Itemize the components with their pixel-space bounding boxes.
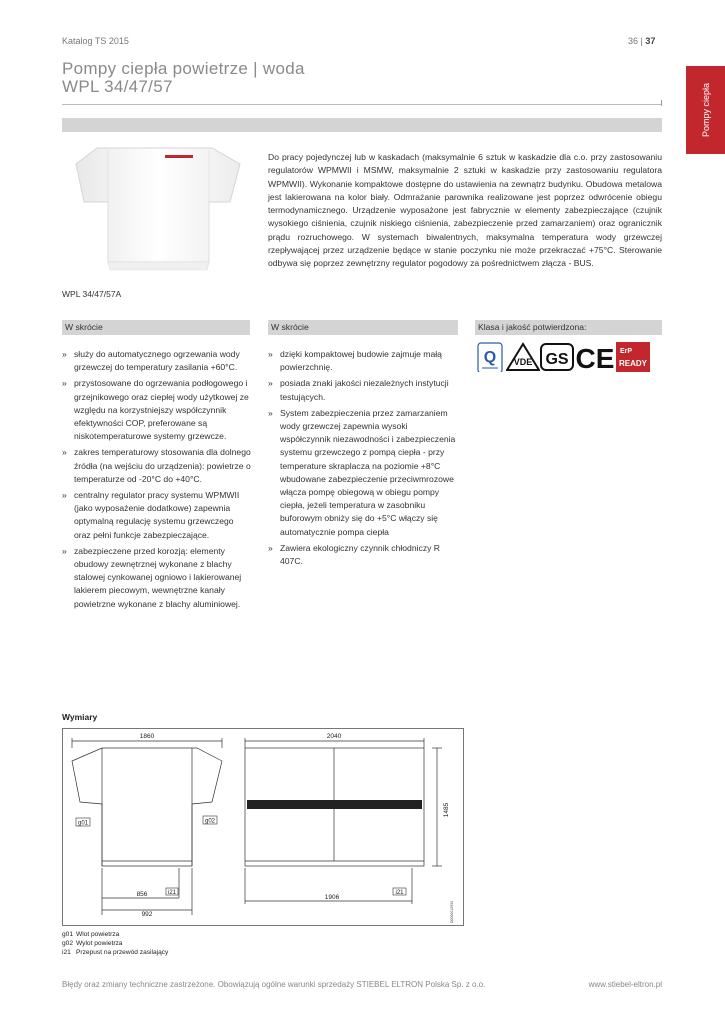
page-numbers (628, 36, 655, 46)
erp-ready-mark-icon (616, 342, 650, 372)
col1-heading: W skrócie (62, 320, 250, 335)
dim-width-side: 2040 (326, 733, 342, 740)
list-item: » centralny regulator pracy systemu WPMWII (jako wyposażenie dodatkowe) zapewnia optymalną regulację systemu grzewczego oraz pełni funkcje zabezpieczające. (62, 489, 252, 542)
title-line-1: Pompy ciepła powietrze | woda (62, 59, 305, 78)
dimension-legend (62, 930, 168, 957)
legend-text: Przepust na przewód zasilający (76, 949, 169, 956)
label-i21-side: i21 (395, 890, 404, 896)
erp-mark-text: ErP (620, 348, 633, 355)
intro-text: Do pracy pojedynczej lub w kaskadach (maksymalnie 6 sztuk w kaskadzie dla c.o. przy zastosowaniu regulatorów WPMWII i MSMW, maksymalnie 2 sztuki w kaskadzie przy zastosowaniu regulatora WPMWII). Wykonanie kompaktowe dostępne do ustawienia na zewnątrz budynku. Obudowa metalowa jest lakierowana na kolor biały. Odmrażanie parownika realizowane jest poprzez odwrócenie obiegu termodynamicznego. Urządzenie wyposażone jest fabrycznie w elementy zabezpieczające (czujnik wysokiego ciśnienia, czujnik niskiego ciśnienia, zabezpieczenie przed zamarzaniem) oraz ogranicznik prądu rozruchowego. W systemach biwalentnych, maksymalna temperatura wody grzewczej rzepływającej przez urządzenie będące w stanie poczynku nie może przekraczać +75°C. Sterowanie odbywa się poprzez zewnętrzny regulator pogodowy za pośrednictwem złącza - BUS. (268, 152, 662, 269)
dim-height: 1485 (443, 802, 450, 818)
label-g01: g01 (77, 820, 89, 827)
side-tab-label: Pompy ciepła (700, 82, 711, 138)
product-image (62, 140, 258, 286)
gs-mark-text: GS (545, 351, 569, 368)
dim-1906: 1906 (324, 894, 340, 901)
q-mark-letter: Q (483, 349, 497, 366)
vde-mark-text: VDE (513, 357, 533, 367)
page-left: 36 (628, 36, 639, 46)
vde-mark-icon (506, 342, 540, 372)
col2-list (268, 348, 458, 571)
legend-code: g02 (62, 940, 74, 947)
dim-width-front: 1860 (139, 733, 155, 740)
evaporator-band (247, 800, 422, 809)
label-g02: g02 (204, 818, 216, 825)
ce-mark-icon (576, 342, 614, 372)
dim-856: 856 (136, 891, 148, 898)
legend-row (62, 930, 168, 939)
list-item: » System zabezpieczenia przez zamarzaniem wody grzewczej zapewnia wysoki współczynnik niezawodności i zabezpieczenia systemu grzewczego z pompą ciepła - przy temperature skraplacza na poziomie +8°C wbudowane zabezpieczenie przeciwmrozowe włącza pompę obiegową w obiegu pompy ciepła, jeżeli temperatura w zasobniku buforowym obniży się do +5°C włączy się automatycznie pompa ciepła (268, 407, 458, 539)
list-item: » zakres temperaturowy stosowania dla dolnego źródła (na wejściu do urządzenia): powietrze o temperaturze od -20°C do +40°C. (62, 446, 252, 486)
gs-mark-icon (540, 342, 574, 372)
title-line-2: WPL 34/47/57 (62, 77, 173, 96)
dimensions-heading: Wymiary (62, 712, 98, 722)
col3-heading: Klasa i jakość potwierdzona: (475, 320, 662, 335)
q-quality-mark-icon (477, 342, 503, 372)
dimension-drawing (62, 728, 464, 926)
product-caption: WPL 34/47/57A (62, 289, 122, 299)
gray-band (62, 118, 662, 132)
legend-code: i21 (62, 949, 71, 956)
list-item: » Zawiera ekologiczny czynnik chłodniczy R 407C. (268, 542, 458, 568)
legend-text: Wylot powietrza (76, 940, 123, 947)
legend-row (62, 939, 168, 948)
page-right: 37 (645, 36, 656, 46)
legend-row (62, 948, 168, 957)
ready-mark-text: READY (618, 359, 648, 368)
col1-list (62, 348, 252, 614)
list-item: » służy do automatycznego ogrzewania wody grzewczej do temperatury zasilania +60°C. (62, 348, 252, 374)
title-rule (62, 104, 662, 105)
title-rule-tick (661, 100, 662, 106)
page-title (62, 60, 305, 96)
list-item: » przystosowane do ogrzewania podłogowego i grzejnikowego oraz ciepłej wody użytkowej ze względu na korzystniejszy współczynnik efektywności COP, preferowane są niskotemperaturowe systemy grzewcze. (62, 377, 252, 443)
ce-mark-text: CE (576, 343, 614, 372)
footer-website-link[interactable]: www.stiebel-eltron.pl (588, 980, 662, 989)
drawing-code: D0000012934 (450, 901, 454, 923)
legend-text: Wlot powietrza (76, 931, 120, 938)
dim-992: 992 (141, 911, 153, 918)
catalog-label: Katalog TS 2015 (62, 36, 129, 46)
legend-code: g01 (62, 931, 74, 938)
list-item: » posiada znaki jakości niezależnych instytucji testujących. (268, 377, 458, 403)
list-item: » dzięki kompaktowej budowie zajmuje małą powierzchnię. (268, 348, 458, 374)
label-i21-front: i21 (167, 890, 177, 896)
side-tab[interactable] (686, 66, 725, 154)
list-item: » zabezpieczene przed korozją: elementy obudowy zewnętrznej wykonane z blachy stalowej cynkowanej ogniowo i lakierowanej lakierem piecowym, wewnętrzne kanały powietrzne wykonane z blachy aluminiowej. (62, 545, 252, 611)
brand-logo-strip (165, 155, 193, 158)
col2-heading: W skrócie (268, 320, 458, 335)
page-separator: | (640, 36, 643, 46)
footer-disclaimer: Błędy oraz zmiany techniczne zastrzeżone. Obowiązują ogólne warunki sprzedaży STIEBEL ELTRON Polska Sp. z o.o. (62, 980, 486, 989)
